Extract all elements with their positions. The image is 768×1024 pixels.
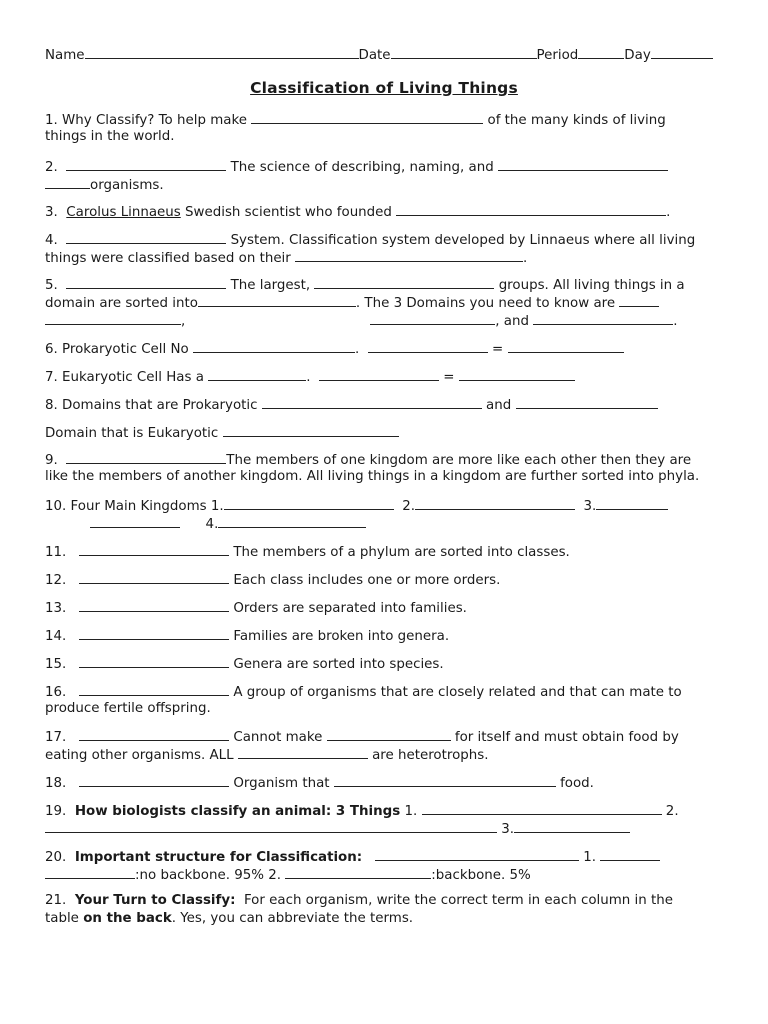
q5-text-c: domain are sorted into — [45, 296, 198, 311]
question-1-cont — [45, 128, 175, 146]
q2-blank-term[interactable] — [66, 157, 226, 171]
q4-end: . — [523, 251, 528, 266]
question-5-cont2 — [45, 311, 678, 331]
q15-text: Genera are sorted into species. — [233, 657, 444, 672]
q11-text: The members of a phylum are sorted into classes. — [233, 545, 570, 560]
q9-blank[interactable] — [66, 450, 226, 464]
q18-blank-b[interactable] — [334, 773, 556, 787]
q18-blank-term[interactable] — [79, 773, 229, 787]
q21-text: For each organism, write the correct term in each column in the — [243, 893, 673, 908]
q21-text-b: table — [45, 911, 79, 926]
q3-person: Carolus Linnaeus — [66, 205, 181, 220]
q10-blank-4[interactable] — [218, 514, 366, 528]
q21-text-c: . Yes, you can abbreviate the terms. — [171, 911, 414, 926]
q1-text-b: of the many kinds of living — [487, 113, 666, 128]
q19-num-2: 2. — [665, 804, 679, 819]
q14-blank[interactable] — [79, 626, 229, 640]
page-title: Classification of Living Things — [250, 79, 518, 97]
q5-blank-b[interactable] — [314, 275, 494, 289]
q2-text-b: organisms. — [90, 178, 164, 193]
q6-text: 6. Prokaryotic Cell No — [45, 342, 189, 357]
question-15 — [45, 654, 444, 674]
q14-text: Families are broken into genera. — [233, 629, 450, 644]
q19-blank-1[interactable] — [422, 801, 662, 815]
q15-blank[interactable] — [79, 654, 229, 668]
name-label: Name — [45, 48, 85, 63]
question-12 — [45, 570, 500, 590]
q1-text: 1. Why Classify? To help make — [45, 113, 247, 128]
question-9 — [45, 450, 691, 470]
question-2 — [45, 157, 668, 177]
q5-blank-term[interactable] — [66, 275, 226, 289]
q16-blank[interactable] — [79, 682, 229, 696]
q6-blank-c[interactable] — [508, 339, 624, 353]
question-8 — [45, 395, 658, 415]
q20-bold-text: Important structure for Classification: — [74, 850, 363, 865]
question-20 — [45, 847, 660, 867]
q4-text: System. Classification system developed by Linnaeus where all living — [230, 233, 696, 248]
q9-text: The members of one kingdom are more like each other then they are — [226, 453, 692, 468]
q5-blank-f[interactable] — [370, 311, 495, 325]
q16-number: 16. — [45, 685, 67, 700]
q10-blank-3[interactable] — [596, 496, 668, 510]
q16-text-b: produce fertile offspring. — [45, 701, 211, 716]
q20-text-b: :backbone. 5% — [431, 868, 531, 883]
question-19 — [45, 801, 679, 821]
q13-text: Orders are separated into families. — [233, 601, 467, 616]
q19-number: 19. — [45, 804, 67, 819]
q13-blank[interactable] — [79, 598, 229, 612]
q3-end: . — [666, 205, 671, 220]
q15-number: 15. — [45, 657, 67, 672]
question-10 — [45, 496, 668, 516]
q10-num-4: 4. — [205, 517, 219, 532]
q19-bold-text: How biologists classify an animal: 3 Things — [74, 804, 401, 819]
q20-blank-b[interactable] — [600, 847, 660, 861]
question-17 — [45, 727, 679, 747]
question-11 — [45, 542, 570, 562]
q6-blank-a[interactable] — [193, 339, 355, 353]
question-5-cont — [45, 293, 659, 313]
question-6 — [45, 339, 624, 359]
q8-blank-b[interactable] — [516, 395, 658, 409]
q5-text: The largest, — [230, 278, 311, 293]
q13-number: 13. — [45, 601, 67, 616]
header-line — [45, 45, 713, 65]
question-19-cont — [45, 819, 630, 839]
q9-number: 9. — [45, 453, 58, 468]
period-label: Period — [536, 48, 579, 63]
date-label: Date — [358, 48, 391, 63]
q4-text-b: things were classified based on their — [45, 251, 291, 266]
q5-blank-g[interactable] — [533, 311, 673, 325]
question-17-cont — [45, 745, 489, 765]
q8-text-b: Domain that is Eukaryotic — [45, 426, 219, 441]
q2-number: 2. — [45, 160, 58, 175]
q4-blank-term[interactable] — [66, 230, 226, 244]
q8-and: and — [486, 398, 512, 413]
question-16-cont — [45, 700, 211, 718]
question-8-cont — [45, 423, 399, 443]
question-21-cont — [45, 910, 413, 928]
q21-number: 21. — [45, 893, 67, 908]
question-20-cont — [45, 865, 531, 885]
q8-blank-a[interactable] — [262, 395, 482, 409]
q1-blank[interactable] — [251, 110, 483, 124]
question-18 — [45, 773, 594, 793]
q7-blank-a[interactable] — [208, 367, 306, 381]
q17-blank-term[interactable] — [79, 727, 229, 741]
question-14 — [45, 626, 449, 646]
q19-blank-2[interactable] — [45, 819, 497, 833]
q17-text: Cannot make — [233, 730, 323, 745]
q3-blank[interactable] — [396, 202, 666, 216]
q1-text-c: things in the world. — [45, 129, 175, 144]
date-field[interactable] — [391, 45, 537, 59]
q5-blank-c[interactable] — [198, 293, 356, 307]
q9-text-b: like the members of another kingdom. All living things in a kingdom are further sorted into phyla. — [45, 469, 700, 484]
q7-text: 7. Eukaryotic Cell Has a — [45, 370, 204, 385]
q18-text-b: food. — [560, 776, 594, 791]
q17-text-c: eating other organisms. ALL — [45, 748, 234, 763]
question-16 — [45, 682, 682, 702]
question-1 — [45, 110, 666, 130]
q8-text: 8. Domains that are Prokaryotic — [45, 398, 258, 413]
question-7 — [45, 367, 575, 387]
q10-num-2: 2. — [402, 499, 415, 514]
q17-number: 17. — [45, 730, 67, 745]
q16-text: A group of organisms that are closely related and that can mate to — [233, 685, 682, 700]
q10-blank-1[interactable] — [224, 496, 394, 510]
q8-blank-c[interactable] — [223, 423, 399, 437]
name-field[interactable] — [85, 45, 359, 59]
q3-text: Swedish scientist who founded — [185, 205, 392, 220]
q4-blank-b[interactable] — [295, 248, 523, 262]
q7-blank-b[interactable] — [319, 367, 439, 381]
q18-text: Organism that — [233, 776, 330, 791]
q18-number: 18. — [45, 776, 67, 791]
q20-text-a: :no backbone. 95% 2. — [135, 868, 281, 883]
q10-text: 10. Four Main Kingdoms 1. — [45, 499, 224, 514]
q10-blank-2[interactable] — [415, 496, 575, 510]
q20-blank-d[interactable] — [285, 865, 431, 879]
day-label: Day — [624, 48, 651, 63]
q19-num-3: 3. — [501, 822, 515, 837]
q4-number: 4. — [45, 233, 58, 248]
q7-equals: = — [443, 370, 455, 385]
question-4-cont — [45, 248, 527, 268]
q17-text-d: are heterotrophs. — [372, 748, 489, 763]
period-field[interactable] — [578, 45, 624, 59]
question-4 — [45, 230, 695, 250]
day-field[interactable] — [651, 45, 713, 59]
question-13 — [45, 598, 467, 618]
q20-blank-a[interactable] — [375, 847, 579, 861]
q5-text-b: groups. All living things in a — [498, 278, 685, 293]
q12-number: 12. — [45, 573, 67, 588]
q19-blank-3[interactable] — [514, 819, 630, 833]
q3-number: 3. — [45, 205, 58, 220]
q5-end: . — [673, 314, 678, 329]
q7-dot: . — [306, 370, 311, 385]
q11-blank[interactable] — [79, 542, 229, 556]
question-5 — [45, 275, 685, 295]
q10-blank-3b[interactable] — [90, 514, 180, 528]
question-10-cont — [90, 514, 366, 534]
q14-number: 14. — [45, 629, 67, 644]
q20-number: 20. — [45, 850, 67, 865]
question-3 — [45, 202, 670, 222]
q5-text-d: . The 3 Domains you need to know are — [355, 296, 616, 311]
q6-dot: . — [354, 342, 360, 357]
q17-text-b: for itself and must obtain food by — [454, 730, 679, 745]
question-9-cont — [45, 468, 699, 486]
q20-num-1: 1. — [583, 850, 596, 865]
q2-blank-b[interactable] — [498, 157, 668, 171]
q10-num-3: 3. — [583, 499, 597, 514]
q5-blank-e[interactable] — [45, 311, 181, 325]
q21-bold-text: Your Turn to Classify: — [74, 893, 236, 908]
q12-text: Each class includes one or more orders. — [233, 573, 501, 588]
q17-blank-b[interactable] — [327, 727, 451, 741]
question-21 — [45, 892, 673, 910]
q5-blank-d[interactable] — [619, 293, 659, 307]
q5-text-f: , and — [495, 314, 529, 329]
q7-blank-c[interactable] — [459, 367, 575, 381]
q5-number: 5. — [45, 278, 58, 293]
q6-blank-b[interactable] — [368, 339, 488, 353]
q19-num-1: 1. — [404, 804, 418, 819]
q5-text-e: , — [181, 314, 186, 329]
q12-blank[interactable] — [79, 570, 229, 584]
q2-blank-c[interactable] — [45, 175, 90, 189]
q17-blank-c[interactable] — [238, 745, 368, 759]
q2-text: The science of describing, naming, and — [230, 160, 494, 175]
question-2-cont — [45, 175, 164, 195]
q21-bold-text-2: on the back — [83, 911, 172, 926]
q6-equals: = — [492, 342, 504, 357]
q20-blank-c[interactable] — [45, 865, 135, 879]
q11-number: 11. — [45, 545, 67, 560]
